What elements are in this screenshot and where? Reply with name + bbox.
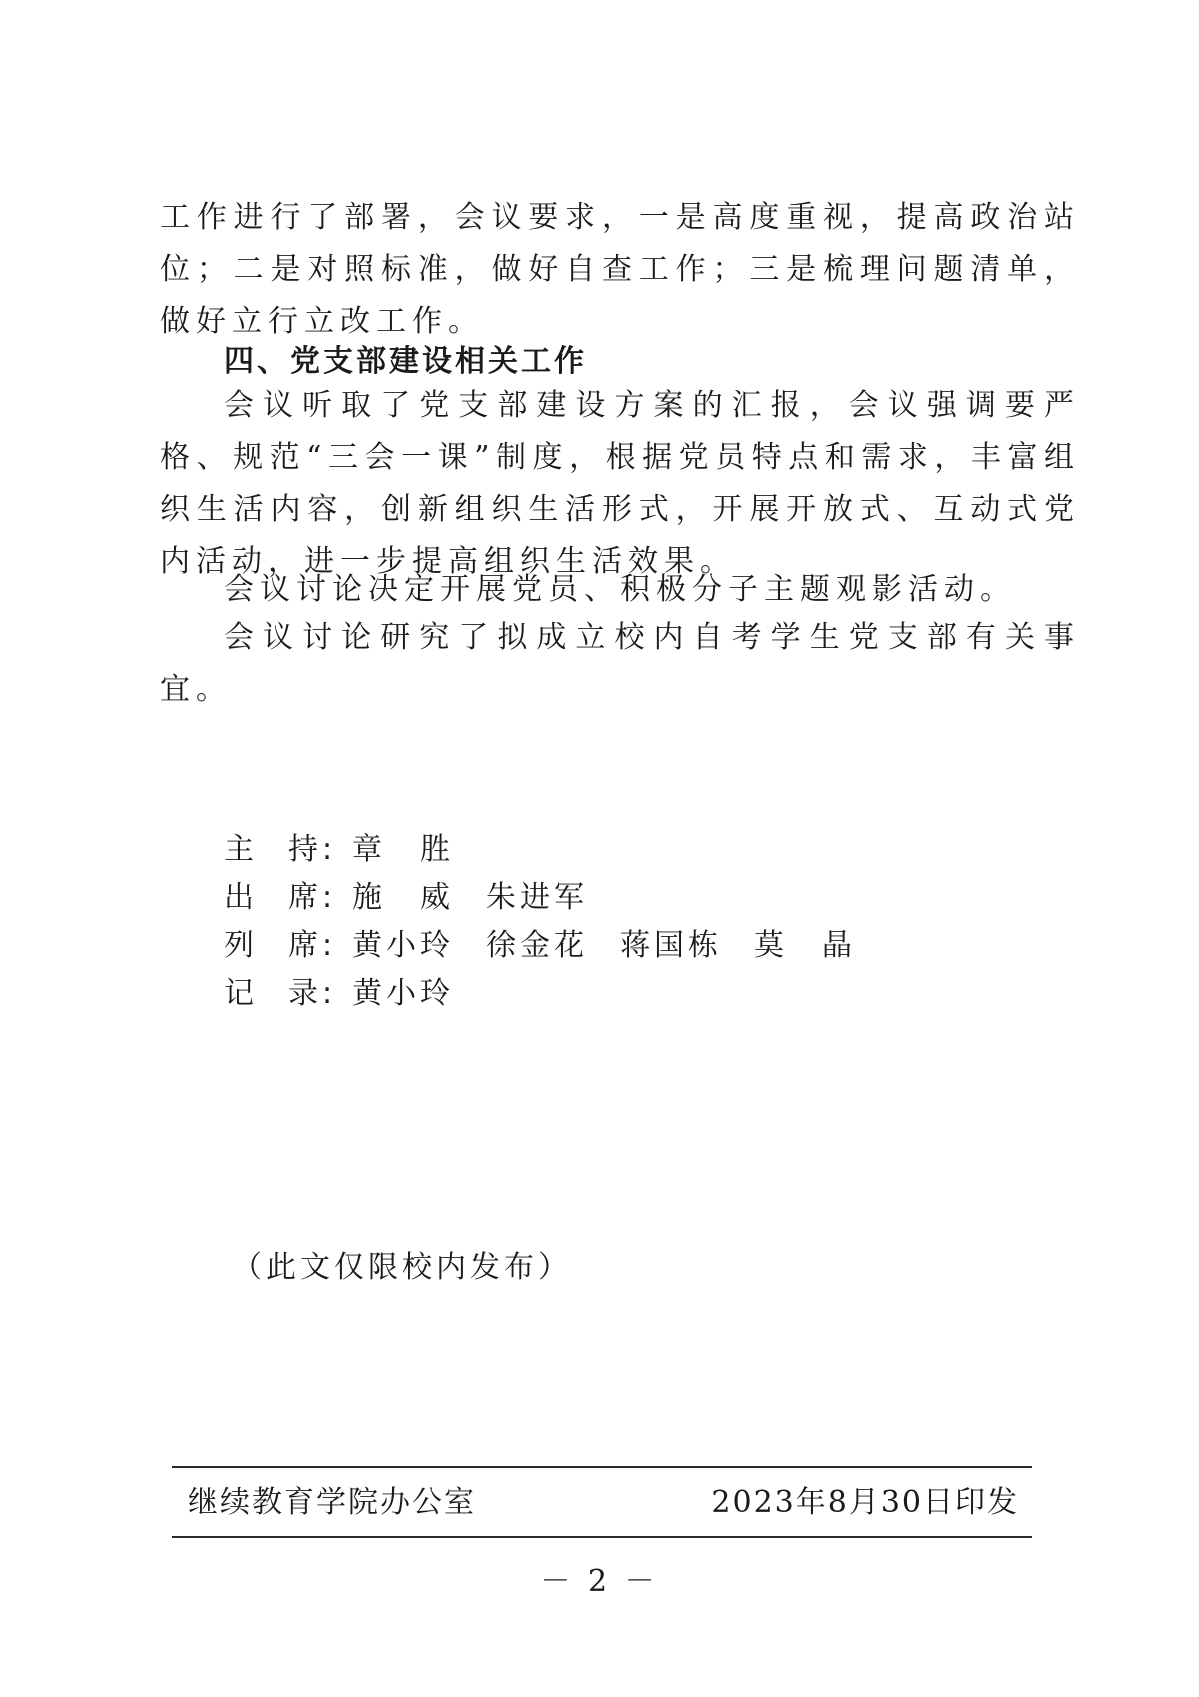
attendance-present-name: 朱进军 (486, 880, 588, 915)
attendance-recorder-row (224, 968, 486, 1020)
attendance-attending-name: 黄小玲 (352, 928, 454, 963)
attendance-present-row (224, 872, 620, 924)
section-heading-4: 四、党支部建设相关工作 (224, 344, 587, 379)
footer-top-rule (172, 1466, 1032, 1468)
page-number: － 2 － (540, 1564, 659, 1599)
footer-issue-date: 2023年8月30日印发 (711, 1485, 1019, 1520)
attendance-host-name: 章 胜 (352, 832, 454, 867)
attendance-recorder-label: 记 录: (224, 976, 335, 1011)
body-paragraph-section4-3: 会议讨论研究了拟成立校内自考学生党支部有关事宜。 (160, 620, 1080, 707)
attendance-attending-row (224, 920, 888, 972)
attendance-host-row (224, 824, 486, 876)
distribution-notice: （此文仅限校内发布） (232, 1250, 572, 1285)
attendance-present-name: 施 威 (352, 880, 454, 915)
attendance-host-label: 主 持: (224, 832, 335, 867)
footer-issuing-office: 继续教育学院办公室 (188, 1485, 476, 1520)
attendance-attending-name: 蒋国栋 (620, 928, 722, 963)
attendance-present-label: 出 席: (224, 880, 335, 915)
body-paragraph-continued: 工作进行了部署，会议要求，一是高度重视，提高政治站位；二是对照标准，做好自查工作；三是梳理问题清单，做好立行立改工作。 (160, 200, 1080, 339)
body-paragraph-section4-1: 会议听取了党支部建设方案的汇报，会议强调要严格、规范“三会一课”制度，根据党员特点和需求，丰富组织生活内容，创新组织生活形式，开展开放式、互动式党内活动，进一步提高组织生活效果。 (160, 388, 1080, 579)
attendance-attending-name: 莫 晶 (754, 928, 856, 963)
footer-bottom-rule (172, 1536, 1032, 1538)
body-paragraph-section4-2: 会议讨论决定开展党员、积极分子主题观影活动。 (224, 572, 1016, 607)
attendance-attending-name: 徐金花 (486, 928, 588, 963)
attendance-attending-label: 列 席: (224, 928, 335, 963)
attendance-recorder-name: 黄小玲 (352, 976, 454, 1011)
